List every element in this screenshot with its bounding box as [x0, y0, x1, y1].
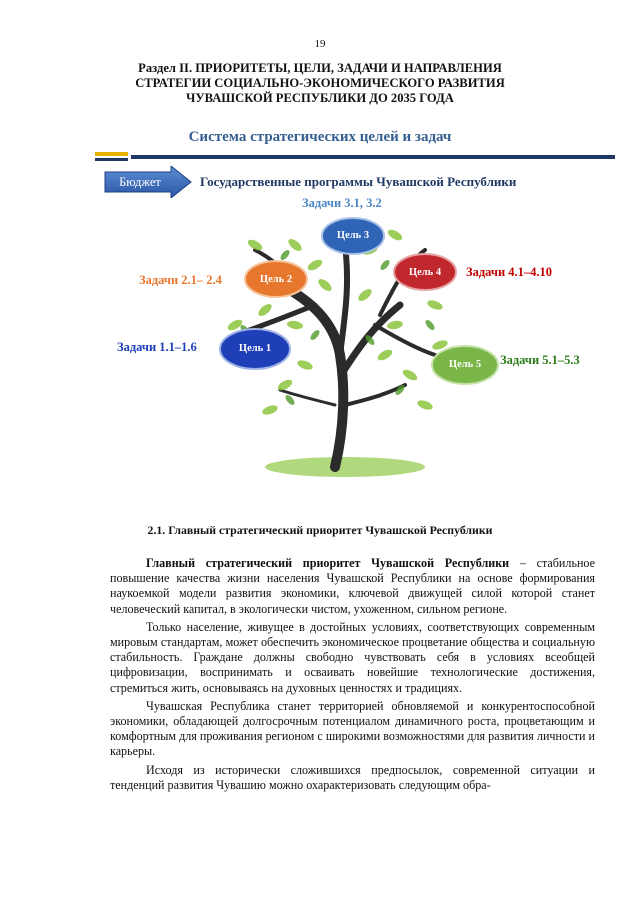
goal-1-label: Цель 1: [238, 343, 272, 354]
paragraph-3: Чувашская Республика станет территорией обновляемой и конкурентоспособной экономики, обладающей долгосрочным потенциалом динамичного роста, процветающим и комфортным для проживания регионом с широкими возможностями для развития личности и карьеры.: [110, 698, 595, 759]
goal-4-tasks: Задачи 4.1–4.10: [466, 265, 553, 279]
goal-5-label: Цель 5: [448, 359, 482, 370]
goal-1-tasks: Задачи 1.1–1.6: [117, 340, 197, 354]
goal-2-label: Цель 2: [259, 274, 293, 285]
section-title-line: СТРАТЕГИИ СОЦИАЛЬНО-ЭКОНОМИЧЕСКОГО РАЗВИТИЯ: [135, 76, 505, 90]
paragraph-2: Только население, живущее в достойных условиях, соответствующих современным мировым стандартам, может обеспечить экономическое процветание общества и социальную стабильность. Граждане должны свободно чувствовать себя в условиях всеобщей цифровизации, воспринимать и осваивать новейшие технологические достижения, стремиться жить, основываясь на духовных ценностях и традициях.: [110, 619, 595, 695]
section-title-line: ЧУВАШСКОЙ РЕСПУБЛИКИ ДО 2035 ГОДА: [186, 91, 454, 105]
subsection-title: 2.1. Главный стратегический приоритет Чувашской Республики: [147, 523, 493, 537]
paragraph-1-rest: – стабильное повышение качества жизни населения Чувашской Республики на основе формирования наукоемкой модели развития экономики, ключевой движущей силой которой станет человеческий капитал, в экологически чистом, ухоженном, сильном регионе.: [110, 556, 595, 616]
section-title: [60, 61, 580, 106]
paragraph-4: Исходя из исторически сложившихся предпосылок, современной ситуации и тенденций развития Чувашию можно охарактеризовать следующим обра-: [110, 762, 595, 792]
goal-2-tasks: Задачи 2.1– 2.4: [139, 273, 222, 287]
section-title-line: Раздел II. ПРИОРИТЕТЫ, ЦЕЛИ, ЗАДАЧИ И НАПРАВЛЕНИЯ: [138, 61, 502, 75]
goal-5-tasks: Задачи 5.1–5.3: [500, 353, 580, 367]
page-number: 19: [314, 38, 326, 50]
programs-label: Государственные программы Чувашской Республики: [200, 174, 517, 189]
goal-4-label: Цель 4: [408, 267, 442, 278]
header-divider: [95, 150, 615, 166]
budget-label: Бюджет: [119, 175, 161, 189]
paragraph-1-bold: Главный стратегический приоритет Чувашской Республики: [146, 556, 510, 570]
goal-3-label: Цель 3: [336, 230, 370, 241]
paragraph-1: [110, 556, 595, 617]
body-text: [110, 556, 595, 796]
diagram-title: Система стратегических целей и задач: [188, 129, 452, 145]
goal-3-tasks: Задачи 3.1, 3.2: [302, 196, 382, 210]
